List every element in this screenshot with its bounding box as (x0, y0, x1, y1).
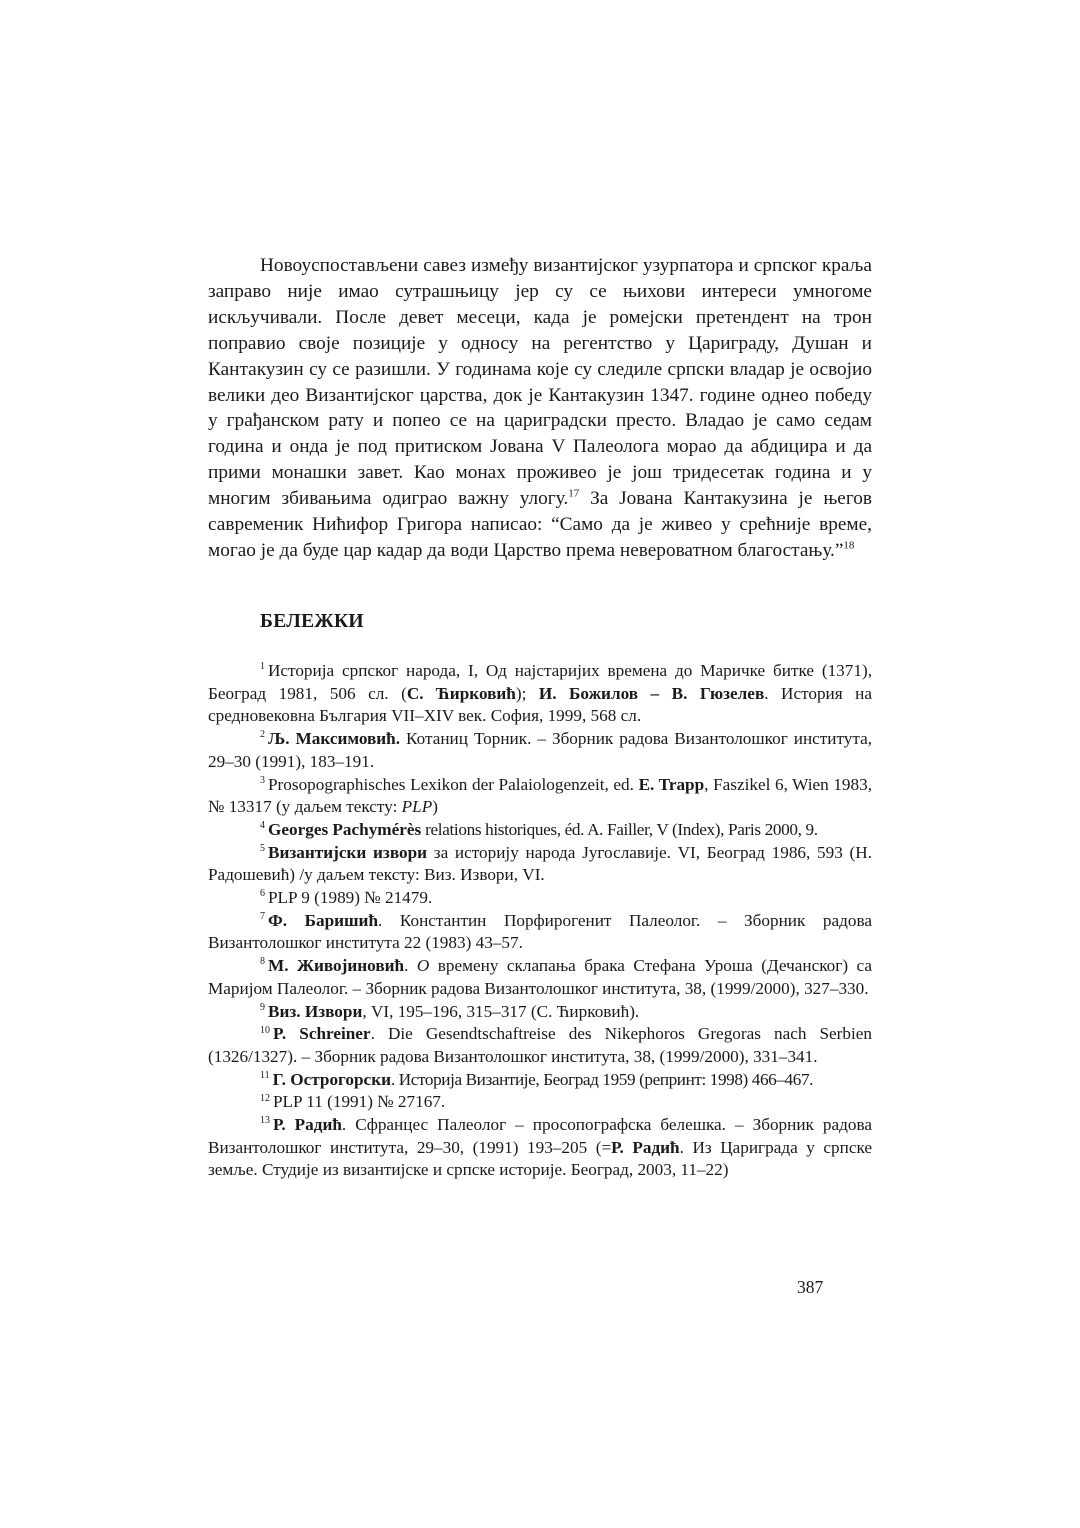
note-text: . (404, 956, 417, 976)
note-text: Prosopographisches Lexikon der Palaiologenzeit, ed. (268, 774, 639, 794)
note-4 (208, 819, 872, 842)
note-author: Р. Радић (611, 1137, 680, 1157)
note-author: М. Живојиновић (268, 956, 405, 976)
footnote-ref-17: 17 (568, 487, 580, 500)
note-number: 5 (260, 842, 265, 854)
note-text: . Из Цариграда у српске земље. Студије из византијске и српске историје. Београд, 2003, 11–22) (208, 1137, 872, 1180)
note-text: . История на средновековна България VII–XIV век. София, 1999, 568 сл. (208, 683, 872, 726)
note-author: С. Ћирковић (406, 683, 516, 703)
note-author: E. Trapp (638, 774, 705, 794)
note-text: времену склапања брака Стефана Уроша (Дечанског) са Маријом Палеолог. – Зборник радова Византолошког института, 38, (1999/2000), 327–330. (208, 956, 872, 998)
note-5 (208, 842, 872, 887)
note-13 (208, 1114, 872, 1182)
note-author: Georges Pachymérès (268, 819, 422, 839)
note-author: Љ. Максимовић. (268, 729, 401, 749)
note-text: , VI, 195–196, 315–317 (С. Ћирковић). (362, 1001, 640, 1021)
note-text: PLP 9 (1989) № 21479. (268, 888, 433, 908)
note-6 (208, 887, 872, 910)
note-number: 13 (260, 1115, 270, 1127)
note-author: И. Божилов – В. Гюзелев (538, 683, 765, 703)
note-text: Историја српског народа, I, Од најстаријих времена до Маричке битке (1371), Београд 1981, 506 сл. ( (208, 661, 872, 703)
note-number: 7 (260, 911, 265, 922)
note-text: . Сфранцес Палеолог – просопографска белешка. – Зборник радова Византолошког института, 29–30, (1991) 193–205 (= (208, 1115, 872, 1157)
note-text: . Константин Порфирогенит Палеолог. – Зборник радова Византолошког института 22 (1983) 43–57. (208, 910, 872, 953)
note-number: 4 (260, 820, 265, 832)
note-11 (208, 1069, 872, 1092)
note-number: 11 (260, 1069, 270, 1081)
note-author: Р. Радић (273, 1115, 342, 1135)
note-text: , Faszikel 6, Wien 1983, № 13317 (у даљем тексту: (208, 774, 872, 817)
note-text: ); (515, 683, 539, 703)
note-2 (208, 728, 872, 773)
note-text: за историју народа Југославије. VI, Београд 1986, 593 (Н. Радошевић) /у даљем тексту: Виз. Извори, VI. (208, 842, 872, 885)
footnote-ref-18: 18 (843, 539, 855, 552)
note-9 (208, 1001, 872, 1024)
note-number: 3 (260, 774, 265, 786)
note-author: Ф. Баришић (268, 910, 379, 930)
note-author: Г. Острогорски (272, 1069, 391, 1089)
note-text: ) (432, 797, 438, 817)
note-author: P. Schreiner (273, 1024, 371, 1044)
page-number: 387 (797, 1277, 824, 1297)
note-number: 6 (260, 888, 265, 900)
note-1 (208, 660, 872, 728)
note-italic: О (416, 956, 430, 976)
note-3 (208, 774, 872, 819)
note-10 (208, 1023, 872, 1068)
note-12 (208, 1091, 872, 1114)
notes-heading: БЕЛЕЖКИ (260, 611, 364, 632)
notes-list (208, 660, 872, 1182)
note-text: . Die Gesendtschaftreise des Nikephoros Gregoras nach Serbien (1326/1327). – Зборник радова Византолошког института, 38, (1999/2000), 331–341. (208, 1024, 872, 1066)
paragraph-part-2: За Јована Кантакузина је његов савременик Нићифор Григора написао: “Само да је живео у срећније време, могао је да буде цар кадар да води Царство према невероватном благостању.” (208, 488, 872, 561)
note-number: 2 (260, 729, 265, 741)
note-7 (208, 910, 872, 955)
note-number: 1 (260, 661, 265, 673)
note-text: Котаниц Торник. – Зборник радова Византолошког института, 29–30 (1991), 183–191. (208, 729, 873, 771)
note-text: relations historiques, éd. A. Failler, V (Index), Paris 2000, 9. (421, 819, 818, 839)
note-italic: PLP (401, 797, 433, 817)
note-author: Виз. Извори (268, 1001, 363, 1021)
body-paragraph (208, 253, 872, 564)
paragraph-text (208, 253, 872, 564)
note-number: 12 (260, 1092, 270, 1104)
note-number: 9 (260, 1001, 265, 1013)
note-number: 8 (260, 956, 265, 968)
note-author: Византијски извори (268, 842, 428, 862)
note-8 (208, 955, 872, 1000)
paragraph-part-1: Новоуспостављени савез између византијског узурпатора и српског краља заправо није имао сутрашњицу јер су се њихови интереси умногоме искључивали. После девет месеци, када је ромејски претендент на трон поправио своје позиције у односу на регентство у Цариграду, Душан и Кантакузин су се разишли. У годинама које су следиле српски владар је освојио велики део Византијског царства, док је Кантакузин 1347. године однео победу у грађанском рату и попео се на цариградски престо. Владао је само седам година и онда је под притиском Јована V Палеолога морао да абдицира и да прими монашки завет. Као монах проживео је још тридесетак година и у многим збивањима одиграо важну улогу. (208, 255, 872, 510)
note-number: 10 (260, 1024, 270, 1036)
note-text: . Историја Византије, Београд 1959 (репринт: 1998) 466–467. (391, 1069, 814, 1089)
note-text: PLP 11 (1991) № 27167. (273, 1092, 446, 1112)
